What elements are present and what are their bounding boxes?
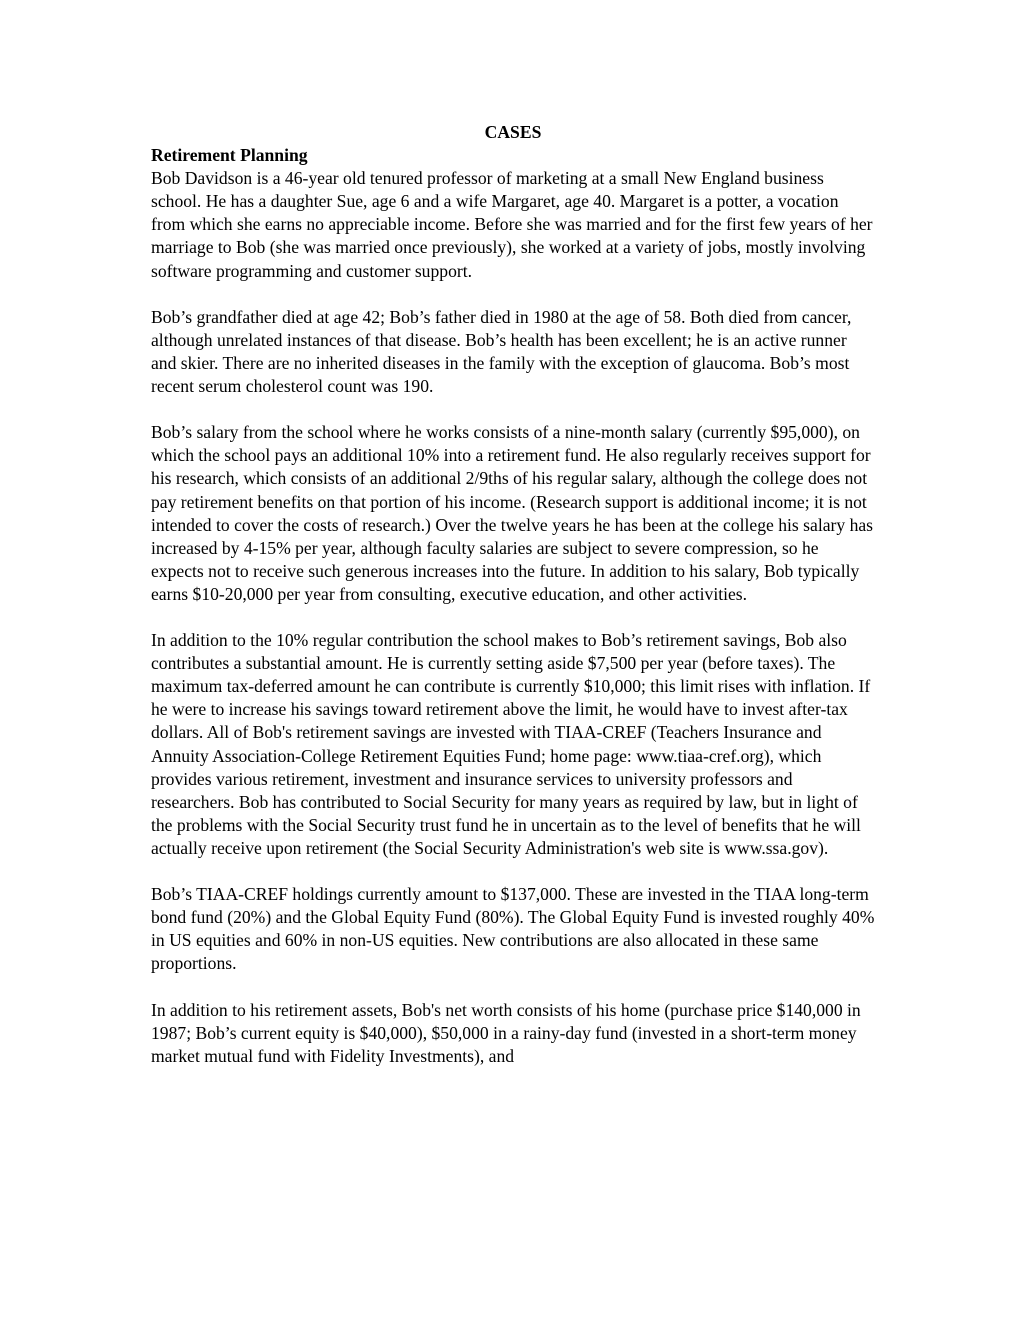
paragraph-net-worth: In addition to his retirement assets, Bob's net worth consists of his home (purchase price $140,000 in 1987; Bob’s current equity is $40,000), $50,000 in a rainy-day fund (invested in a short-term money market mutual fund with Fidelity Investments), and (151, 999, 861, 1066)
paragraph-salary: Bob’s salary from the school where he works consists of a nine-month salary (currently $95,000), on which the school pays an additional 10% into a retirement fund. He also regularly receives support for his research, which consists of an additional 2/9ths of his regular salary, although the college does not pay retirement benefits on that portion of his income. (Research support is additional income; it is not intended to cover the costs of research.) Over the twelve years he has been at the college his salary has increased by 4-15% per year, although faculty salaries are subject to severe compression, so he expects not to receive such generous increases into the future. In addition to his salary, Bob typically earns $10-20,000 per year from consulting, executive education, and other activities. (151, 422, 874, 604)
paragraph-health: Bob’s grandfather died at age 42; Bob’s father died in 1980 at the age of 58. Both died from cancer, although unrelated instances of that disease. Bob’s health has been excellent; he is an active runner and skier. There are no inherited diseases in the family with the exception of glaucoma. Bob’s most recent serum cholesterol count was 190. (151, 306, 852, 397)
paragraph-contributions: In addition to the 10% regular contribution the school makes to Bob’s retirement savings, Bob also contributes a substantial amount. He is currently setting aside $7,500 per year (before taxes). The maximum tax-deferred amount he can contribute is currently $10,000; this limit rises with inflation. If he were to increase his savings toward retirement above the limit, he would have to invest after-tax dollars. All of Bob's retirement savings are invested with TIAA-CREF (Teachers Insurance and Annuity Association-College Retirement Equities Fund; home page: www.tiaa-cref.org), which provides various retirement, investment and insurance services to university professors and researchers. Bob has contributed to Social Security for many years as required by law, but in light of the problems with the Social Security trust fund he in uncertain as to the level of benefits that he will actually receive upon retirement (the Social Security Administration's web site is www.ssa.gov). (151, 630, 871, 858)
paragraph-family: Bob Davidson is a 46-year old tenured professor of marketing at a small New England business school. He has a daughter Sue, age 6 and a wife Margaret, age 40. Margaret is a potter, a vocation from which she earns no appreciable income. Before she was married and for the first few years of her marriage to Bob (she was married once previously), she worked at a variety of jobs, mostly involving software programming and customer support. (151, 168, 873, 281)
document-page (151, 121, 875, 1091)
section-heading: Retirement Planning (151, 145, 308, 166)
document-title: CASES (484, 122, 542, 142)
paragraph-holdings: Bob’s TIAA-CREF holdings currently amount to $137,000. These are invested in the TIAA long-term bond fund (20%) and the Global Equity Fund (80%). The Global Equity Fund is invested roughly 40% in US equities and 60% in non-US equities. New contributions are also allocated in these same proportions. (151, 884, 875, 974)
